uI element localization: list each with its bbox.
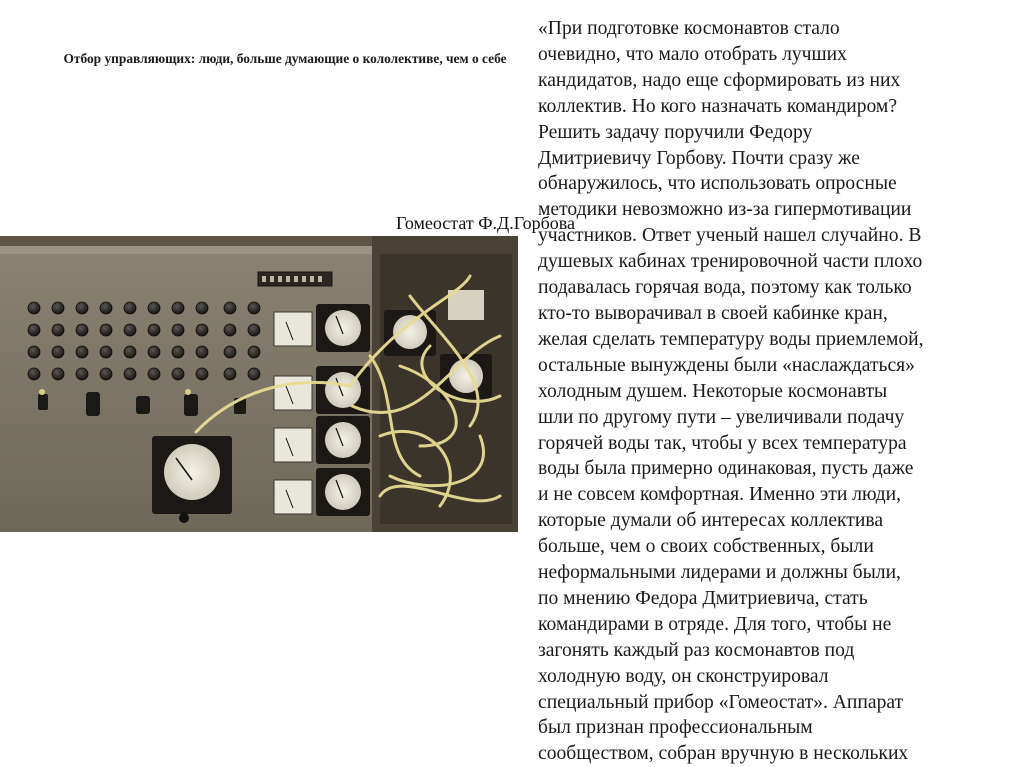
slide-title: Отбор управляющих: люди, больше думающие о кололективе, чем о себе	[63, 51, 507, 66]
body-text: «При подготовке космонавтов стало очевидно, что мало отобрать лучших кандидатов, надо еще сформировать из них коллектив. Но кого назначать командиром? Решить задачу поручили Федору Дмитриевичу Горбову. Почти сразу же обнаружилось, что использовать опросные методики невозможно из-за гипермотивации участников. Ответ ученый нашел случайно. В душевых кабинах тренировочной части плохо подавалась горячая вода, поэтому как только кто-то выворачивал в своей кабинке кран, желая сделать температуру воды приемлемой, остальные вынуждены были «наслаждаться» холодным душем. Некоторые космонавты шли по другому пути – увеличивали подачу горячей воды так, чтобы у всех температура воды была примерно одинаковая, пусть даже и не совсем комфортная. Именно эти люди, которые думали об интересах коллектива больше, чем о своих собственных, были неформальными лидерами и должны были, по мнению Федора Дмитриевича, стать командирами в отряде. Для того, чтобы не загонять каждый раз космонавтов под холодную воду, он сконструировал специальный прибор «Гомеостат». Аппарат был признан профессиональным сообществом, собран вручную в нескольких	[538, 18, 924, 765]
image-caption: Гомеостат Ф.Д.Горбова	[396, 213, 576, 233]
homeostat-photo	[0, 236, 518, 532]
